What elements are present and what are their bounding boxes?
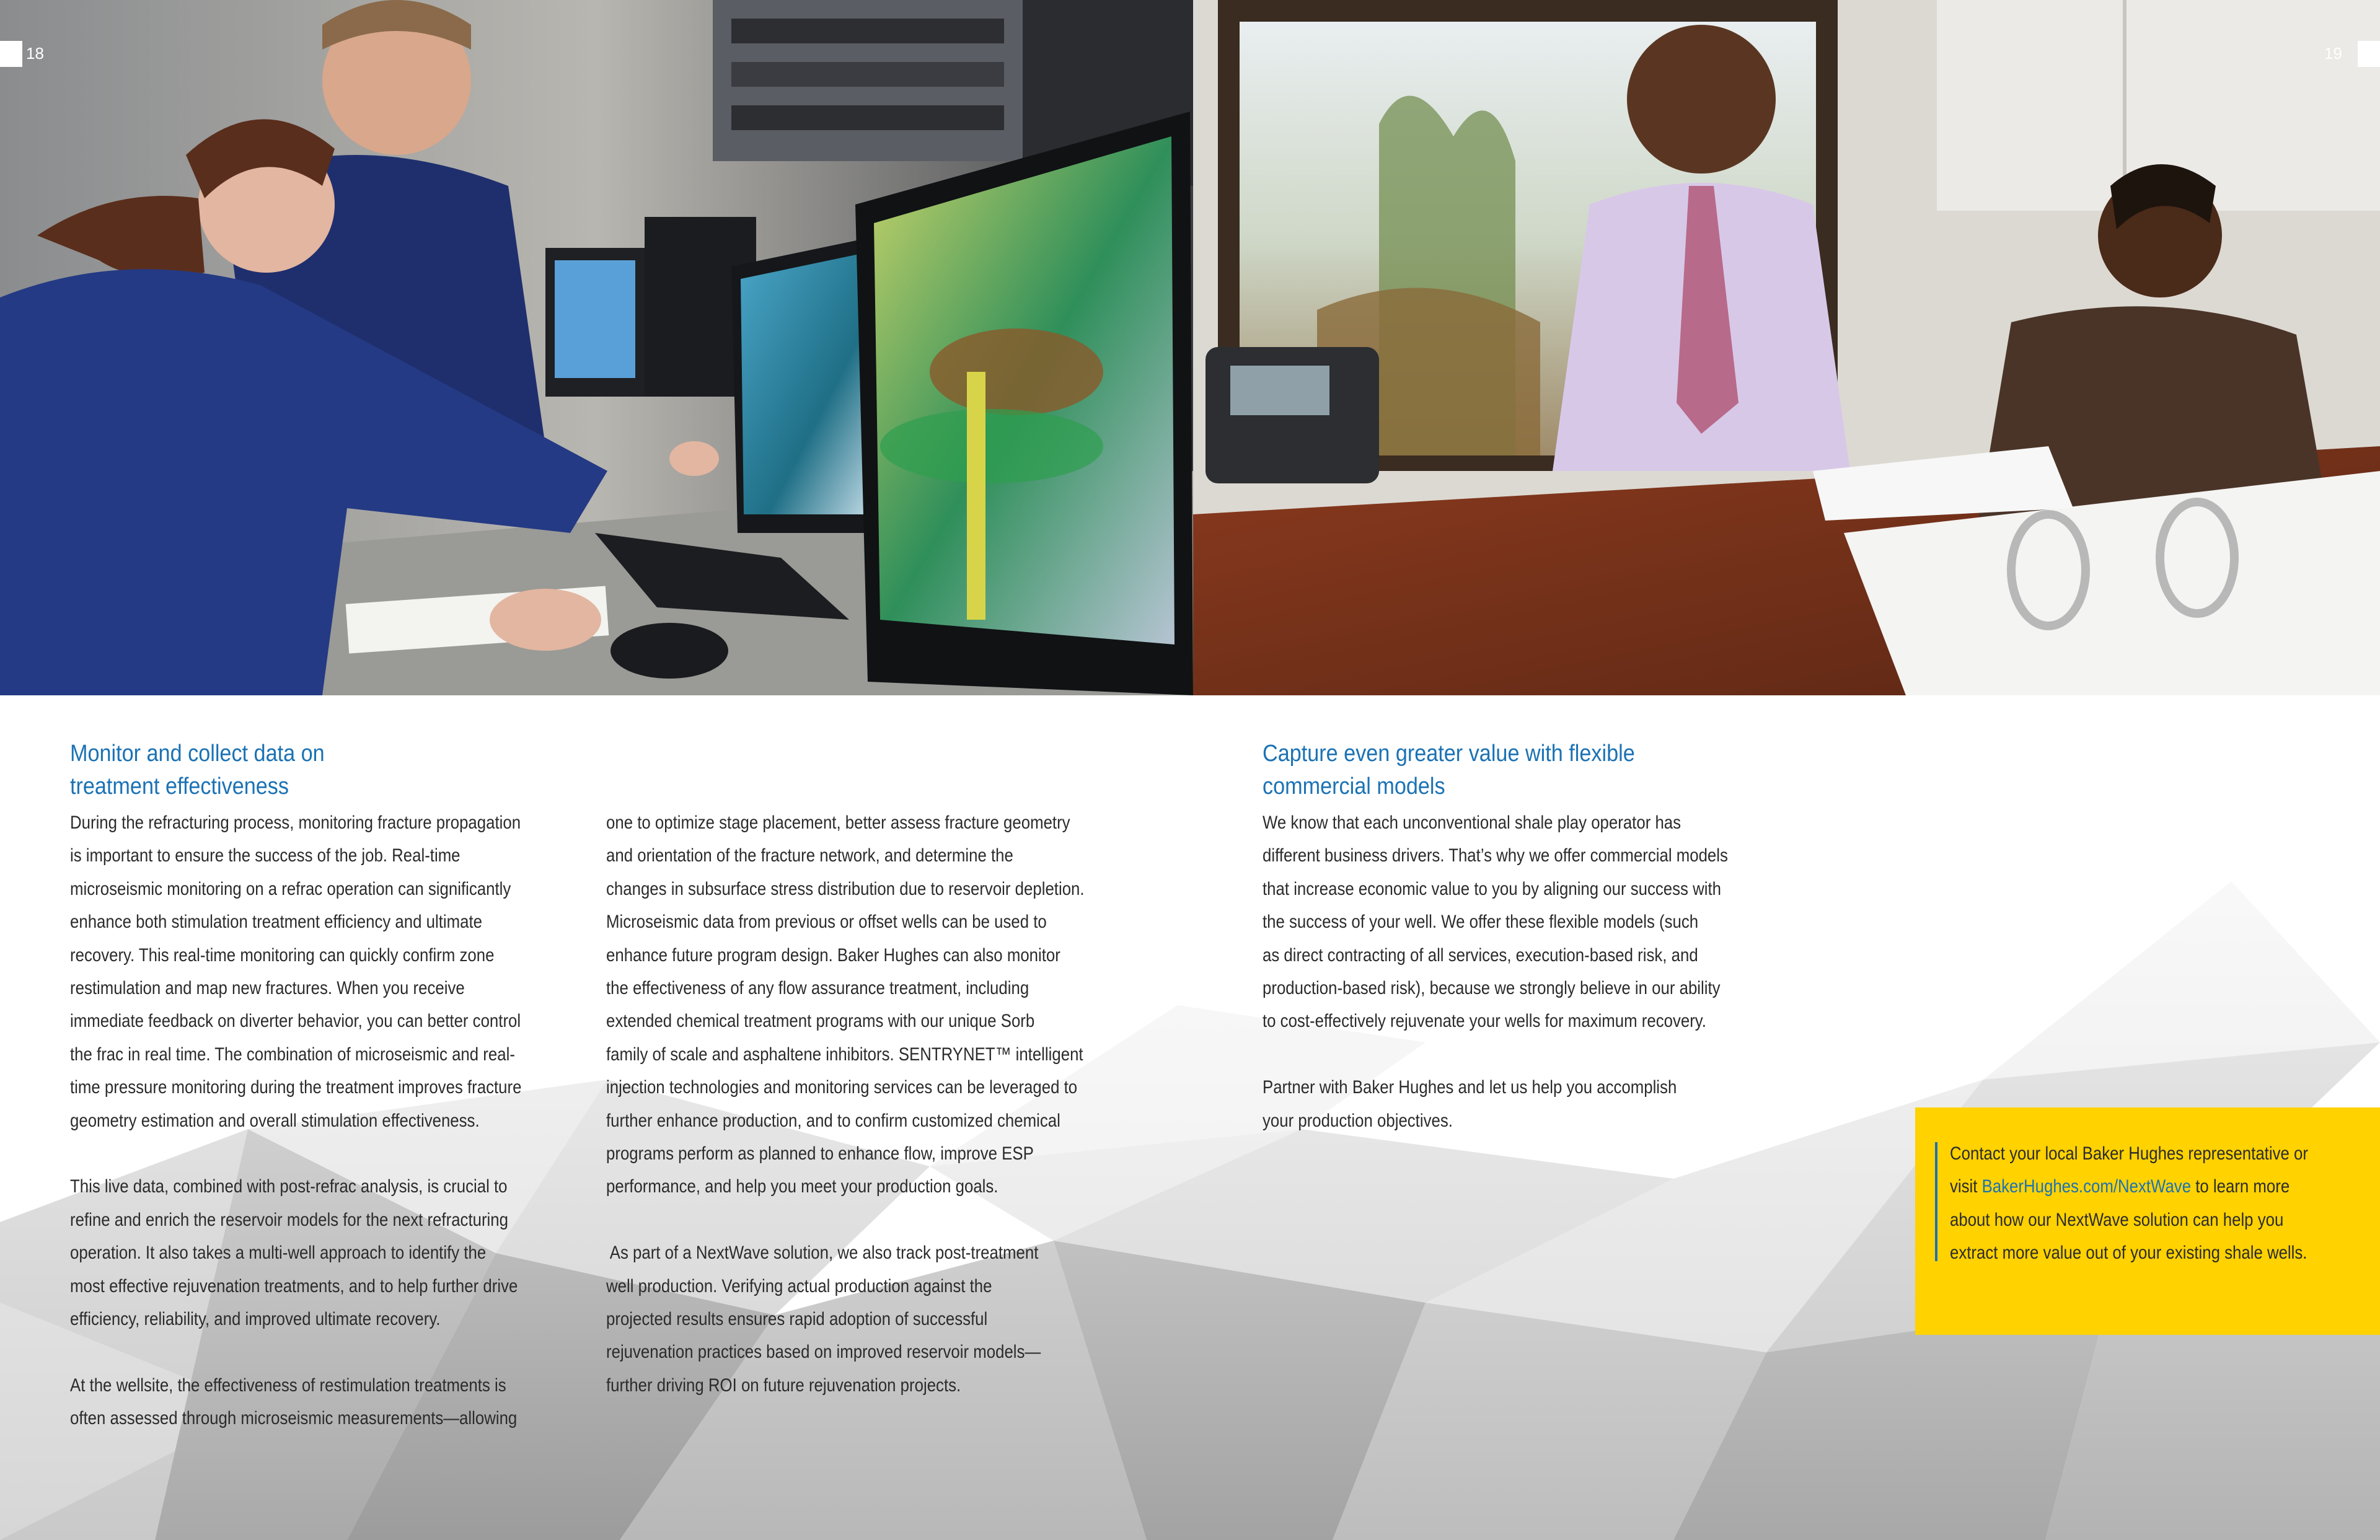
text-line: immediate feedback on diverter behavior, you can better control [70,1011,521,1032]
text-line: refine and enrich the reservoir models for the next refracturing [70,1209,508,1230]
text-line: is important to ensure the success of the job. Real-time [70,845,461,866]
paragraph [70,1170,521,1335]
text-line: and orientation of the fracture network, and determine the [606,845,1013,866]
body-column-1 [70,806,521,1435]
text-line: During the refracturing process, monitoring fracture propagation [70,812,521,833]
callout-accent-rule [1935,1142,1937,1261]
text-line: further driving ROI on future rejuvenation projects. [606,1375,961,1396]
heading-line: Monitor and collect data on [70,741,325,767]
text-line: that increase economic value to you by aligning our success with [1263,878,1722,899]
text-line: We know that each unconventional shale play operator has [1263,812,1681,833]
text-line: performance, and help you meet your production goals. [606,1176,998,1197]
text-line: operation. It also takes a multi-well approach to identify the [70,1243,487,1264]
callout-line: Contact your local Baker Hughes representative or [1950,1143,2308,1164]
text-line: At the wellsite, the effectiveness of restimulation treatments is [70,1375,506,1396]
body-column-2 [606,806,1085,1402]
photo-engineers-at-monitors [0,0,1193,695]
heading-line: Capture even greater value with flexible [1263,741,1635,767]
text-line: the frac in real time. The combination of microseismic and real- [70,1044,515,1065]
page-number-right: 19 [2324,44,2342,63]
text-line: This live data, combined with post-refrac analysis, is crucial to [70,1176,508,1197]
text-line: time pressure monitoring during the treatment improves fracture [70,1077,522,1098]
paragraph [606,1236,1085,1402]
text-line: projected results ensures rapid adoption of successful [606,1309,988,1330]
text-line: different business drivers. That’s why we offer commercial models [1263,845,1728,866]
page-number-tab-left [0,41,22,67]
text-line: microseismic monitoring on a refrac operation can significantly [70,878,511,899]
text-line: extended chemical treatment programs with our unique Sorb [606,1011,1035,1032]
text-line: Microseismic data from previous or offset wells can be used to [606,912,1047,933]
text-line: geometry estimation and overall stimulation effectiveness. [70,1110,480,1131]
text-line: production-based risk), because we strongly believe in our ability [1263,978,1721,999]
text-line: often assessed through microseismic measurements—allowing [70,1408,518,1429]
section-heading-capture-value [1263,737,1765,803]
nextwave-link[interactable]: BakerHughes.com/NextWave [1981,1176,2192,1197]
callout-line-suffix: to learn more [2191,1176,2290,1197]
text-line: family of scale and asphaltene inhibitors. SENTRYNET™ intelligent [606,1044,1083,1065]
text-line: Partner with Baker Hughes and let us help you accomplish [1263,1077,1677,1098]
text-line: recovery. This real-time monitoring can quickly confirm zone [70,944,495,966]
text-line: rejuvenation practices based on improved reservoir models— [606,1342,1041,1363]
text-line: As part of a NextWave solution, we also track post-treatment [606,1243,1039,1264]
section-heading-monitor [70,737,516,803]
paragraph [1263,806,1728,1038]
text-line: restimulation and map new fractures. When you receive [70,978,465,999]
heading-line: treatment effectiveness [70,773,289,799]
callout-line: about how our NextWave solution can help you [1950,1209,2284,1230]
paragraph [606,806,1085,1203]
text-line: programs perform as planned to enhance flow, improve ESP [606,1143,1034,1164]
photo-business-meeting [1193,0,2380,695]
paragraph [70,1369,521,1435]
photo-engineers-illustration [0,0,1193,695]
text-line: as direct contracting of all services, execution-based risk, and [1263,944,1698,966]
text-line: well production. Verifying actual production against the [606,1275,992,1296]
page-number-left: 18 [26,44,44,63]
text-line: injection technologies and monitoring services can be leveraged to [606,1077,1078,1098]
text-line: further enhance production, and to confirm customized chemical [606,1110,1060,1131]
text-line: the effectiveness of any flow assurance treatment, including [606,978,1029,999]
photo-meeting-illustration [1193,0,2380,695]
page-number-tab-right [2358,41,2380,67]
callout-text [1950,1137,2308,1270]
body-column-3 [1263,806,1728,1137]
callout-line [1950,1170,2308,1203]
callout-line: extract more value out of your existing shale wells. [1950,1243,2307,1264]
text-line: enhance both stimulation treatment efficiency and ultimate [70,912,482,933]
paragraph [70,806,521,1137]
paragraph [1263,1071,1728,1137]
heading-line: commercial models [1263,773,1445,799]
text-line: changes in subsurface stress distribution due to reservoir depletion. [606,878,1085,899]
text-line: enhance future program design. Baker Hughes can also monitor [606,944,1060,966]
text-line: one to optimize stage placement, better assess fracture geometry [606,812,1070,833]
text-line: efficiency, reliability, and improved ultimate recovery. [70,1309,441,1330]
text-line: the success of your well. We offer these flexible models (such [1263,912,1699,933]
text-line: your production objectives. [1263,1110,1453,1131]
callout-visit-text: visit [1950,1176,1982,1197]
text-line: most effective rejuvenation treatments, and to help further drive [70,1275,518,1296]
text-line: to cost-effectively rejuvenate your wells for maximum recovery. [1263,1011,1706,1032]
